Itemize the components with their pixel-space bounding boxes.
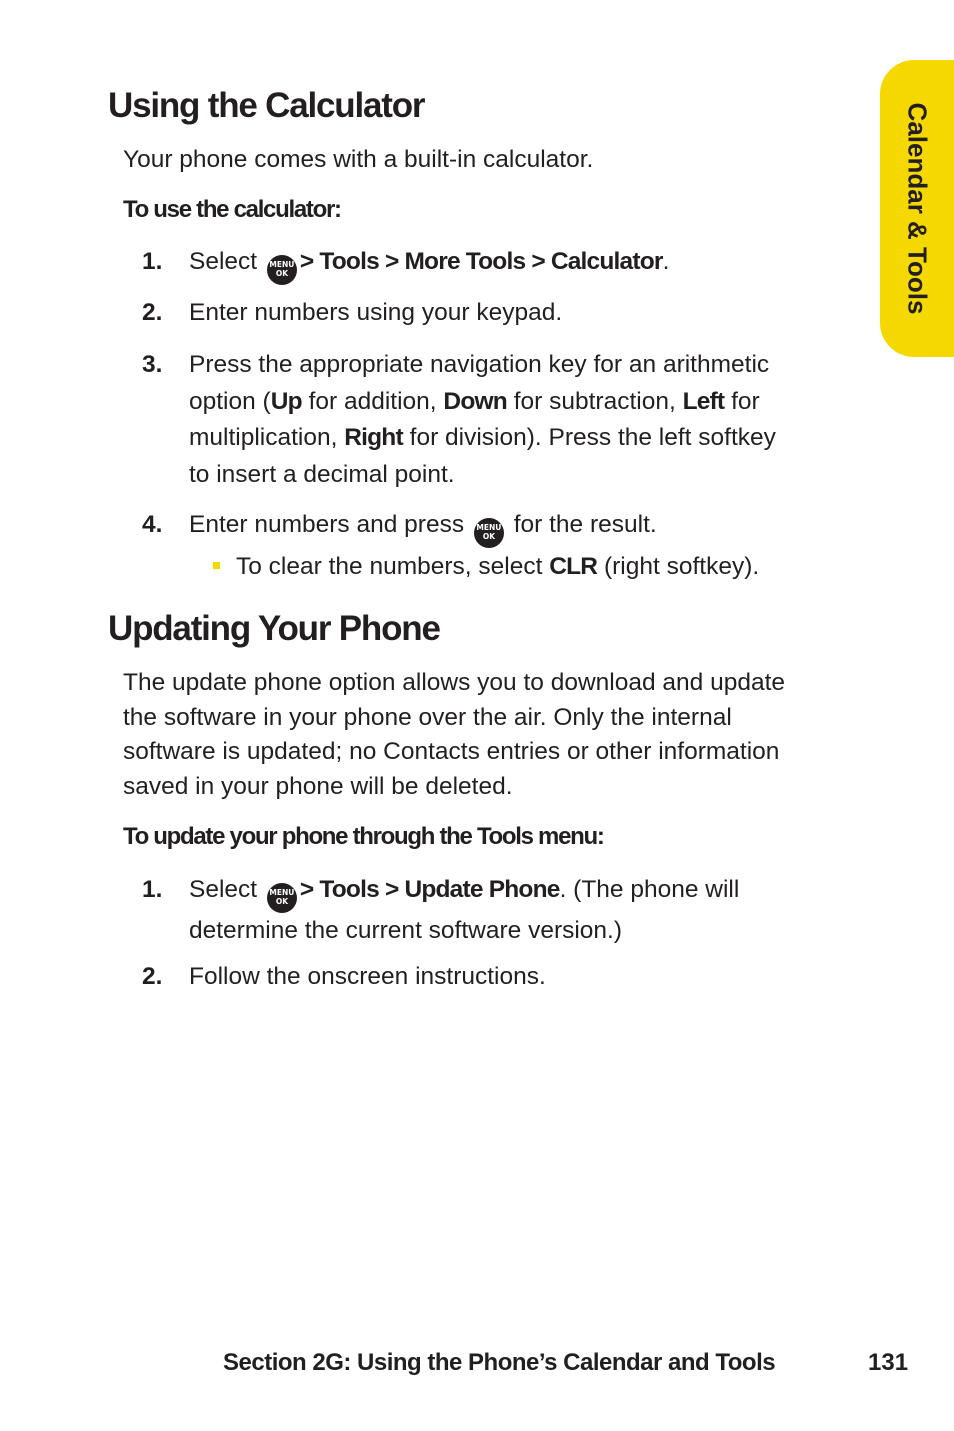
step-number: 4. (142, 511, 163, 538)
side-tab-label: Calendar & Tools (902, 102, 933, 315)
step-text: Select MENU OK > Tools > More Tools > Calculator. (189, 244, 669, 285)
side-tab-label-wrap (880, 60, 954, 357)
step-number: 2. (142, 963, 163, 990)
footer-section-title: Section 2G: Using the Phone’s Calendar and Tools (223, 1349, 776, 1376)
step-text: Follow the onscreen instructions. (189, 963, 546, 990)
menu-ok-icon: MENU OK (474, 518, 504, 548)
menu-path: > Tools > More Tools > Calculator (299, 248, 663, 275)
heading-using-calculator: Using the Calculator (108, 86, 425, 125)
menu-ok-icon: MENU OK (267, 883, 297, 913)
bullet-text: To clear the numbers, select CLR (right softkey). (236, 553, 760, 580)
step-text: Select MENU OK > Tools > Update Phone. (The phone will determine the current software version.) (189, 876, 740, 944)
heading-updating-phone: Updating Your Phone (108, 609, 440, 648)
step-text: Enter numbers using your keypad. (189, 299, 563, 326)
step-number: 2. (142, 299, 163, 326)
step-text: Enter numbers and press MENU OK for the result. (189, 507, 657, 548)
step-text: Press the appropriate navigation key for an arithmetic option (Up for addition, Down for subtraction, Left for multiplication, Right for division). Press the left softkey to insert a decimal point. (189, 351, 776, 488)
step-number: 3. (142, 351, 163, 378)
bullet-square-icon (213, 562, 220, 569)
calculator-intro: Your phone comes with a built-in calculator. (123, 146, 594, 173)
menu-path: > Tools > Update Phone (299, 876, 560, 903)
step-text-before: Select (189, 248, 258, 275)
step-number: 1. (142, 876, 163, 903)
update-subheading: To update your phone through the Tools menu: (123, 823, 604, 850)
page-number: 131 (868, 1349, 909, 1376)
update-paragraph: The update phone option allows you to download and update the software in your phone over the air. Only the internal software is updated; no Contacts entries or other information saved in your phone will be deleted. (123, 669, 786, 800)
calculator-subheading: To use the calculator: (123, 196, 341, 223)
menu-ok-icon: MENU OK (267, 255, 297, 285)
step-number: 1. (142, 248, 163, 275)
